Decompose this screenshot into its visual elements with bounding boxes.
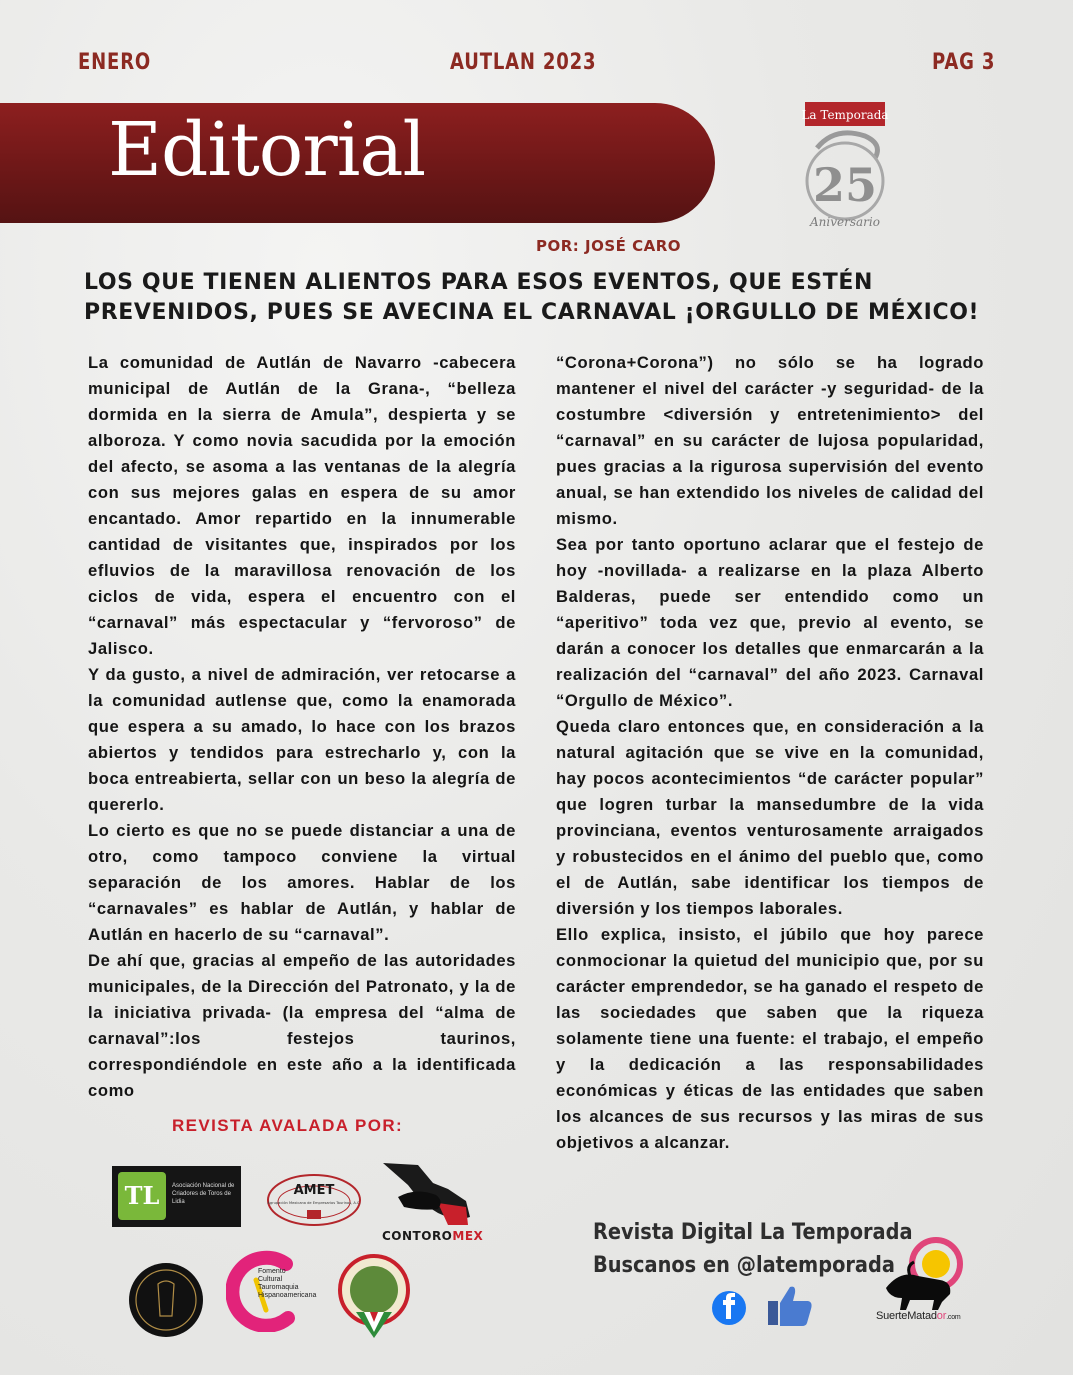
header-issue: AUTLAN 2023 (450, 50, 597, 75)
association-seal-black (128, 1262, 204, 1338)
promo-line-1: Revista Digital La Temporada (593, 1220, 913, 1245)
logo-caption: Aniversario (810, 215, 880, 229)
paragraph: Queda claro entonces que, en consideración a la natural agitación que se vive en la comunidad, hay pocos acontecimientos “de carácter popular” que logren turbar la mansedumbre de la vida provinciana, eventos venturosamente arraigados y robustecidos en el ánimo del pueblo que, como el de Autlán, sabe identificar los tiempos de diversión y los tiempos laborales. (556, 717, 984, 918)
anniversary-logo (795, 96, 895, 236)
paragraph: Sea por tanto oportuno aclarar que el festejo de hoy -novillada- a realizarse en la plaza Alberto Balderas, puede ser entendido como un “aperitivo” toda vez que, previo al evento, se darán a conocer los detalles que enmarcarán a la realización del “carnaval” del año 2023. Carnaval “Orgullo de México”. (556, 535, 984, 710)
headline: LOS QUE TIENEN ALIENTOS PARA ESOS EVENTOS, QUE ESTÉN PREVENIDOS, PUES SE AVECINA EL CARNAVAL ¡ORGULLO DE MÉXICO! (84, 270, 980, 325)
facebook-icon[interactable] (711, 1290, 747, 1326)
article-column-left (88, 350, 516, 1104)
amet-short: AMET (293, 1183, 335, 1198)
article-column-right (556, 350, 984, 1156)
section-title: Editorial (108, 107, 426, 193)
paragraph: De ahí que, gracias al empeño de las autoridades municipales, de la Dirección del Patronato, y la de la iniciativa privada- (la empresa del “alma de carnaval”:los festejos taurinos, correspondiéndole en este año a la identificada como (88, 951, 516, 1100)
endorsements-title: REVISTA AVALADA POR: (172, 1116, 404, 1135)
amet-text: Agrupación Mexicana de Empresarios Taurinos, A.C. (267, 1201, 361, 1205)
cntl-mark-icon: TL (118, 1172, 166, 1220)
logo-brand: La Temporada (801, 108, 889, 122)
amet-logo (265, 1172, 363, 1228)
cntl-logo (112, 1166, 241, 1227)
suerte-matador-label (876, 1310, 961, 1322)
cntl-text: Asociación Nacional de Criadores de Toros de Lidia (172, 1183, 235, 1205)
suerte-label-a: SuerteMatad (876, 1310, 937, 1322)
paragraph: Y da gusto, a nivel de admiración, ver retocarse a la comunidad autlense que, como la enamorada que espera a su amado, lo hace con los brazos abiertos y tendidos para estrecharlo y, con la boca entreabierta, sellar con un beso la alegría de quererlo. (88, 665, 516, 814)
paragraph: Ello explica, insisto, el júbilo que hoy parece conmocionar la quietud del municipio que, por su carácter emprendedor, se ha ganado el respeto de las sociedades que saben que la riqueza solamente tiene una fuente: el trabajo, el empeño y la dedicación a las responsabilidades económicas y éticas de las entidades que saben los alcances de sus recursos y las miras de sus objetivos a alcanzar. (556, 925, 984, 1152)
byline: POR: JOSÉ CARO (536, 237, 682, 255)
promo-line-2: Buscanos en @latemporada (593, 1253, 895, 1278)
header-month: ENERO (78, 50, 152, 75)
suerte-label-b: or (936, 1310, 947, 1322)
header-page-number: PAG 3 (932, 50, 996, 75)
paragraph: La comunidad de Autlán de Navarro -cabecera municipal de Autlán de la Grana-, “belleza dormida en la sierra de Amula”, despierta y se alboroza. Y como novia sacudida por la emoción del afecto, se asoma a las ventanas de la alegría con sus mejores galas en espera de su amor encantado. Amor repartido en la innumerable cantidad de visitantes que, inspirados por los efluvios de la maravillosa renovación de los ciclos de vida, espera el encuentro con el “carnaval” más espectacular y “fervoroso” de Jalisco. (88, 353, 516, 658)
contoromex-label-b: MEX (452, 1229, 484, 1243)
fomento-cultural-text: Fomento Cultural Tauromaquia Hispanoamericana (258, 1268, 317, 1299)
suerte-label-c: .com (946, 1314, 961, 1321)
paragraph: “Corona+Corona”) no sólo se ha logrado mantener el nivel del carácter -y seguridad- de la costumbre <diversión y entretenimiento> del “carnaval” en su carácter de lujosa popularidad, pues gracias a la rigurosa supervisión del evento anual, se han extendido los niveles de calidad del mismo. (556, 353, 984, 528)
paragraph: Lo cierto es que no se puede distanciar a una de otro, como tampoco conviene la virtual separación de los amores. Hablar de los “carnavales” es hablar de Autlán, y hablar de Autlán en hacerlo de su “carnaval”. (88, 821, 516, 944)
contoromex-label (382, 1229, 483, 1243)
charro-association-seal (334, 1252, 414, 1340)
logo-number: 25 (812, 158, 878, 212)
like-thumb-icon[interactable] (766, 1283, 814, 1327)
contoromex-label-a: CONTORO (382, 1229, 453, 1243)
